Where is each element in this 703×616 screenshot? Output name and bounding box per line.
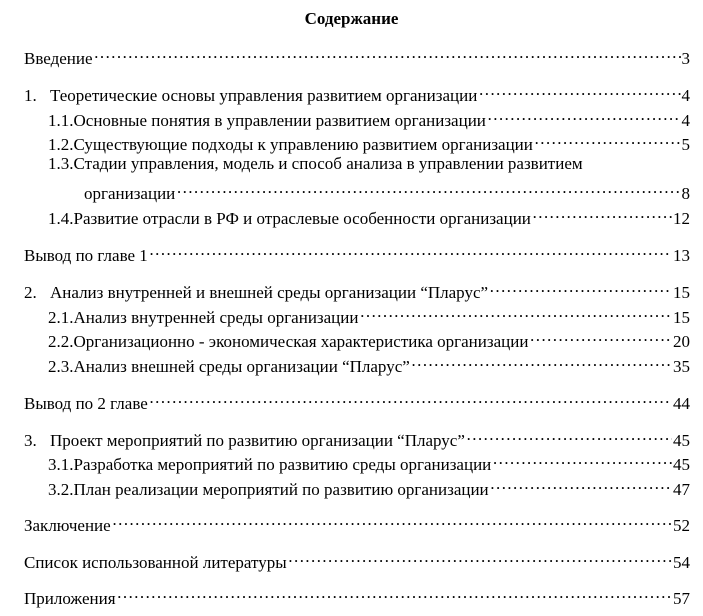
toc-entry-text: Проект мероприятий по развитию организации “Пларус” xyxy=(50,431,465,450)
toc-entry-chapter-3[interactable] xyxy=(24,424,690,450)
toc-page-number: 15 xyxy=(673,283,690,302)
toc-entry-section-3-2[interactable] xyxy=(48,473,690,499)
toc-entry-introduction[interactable] xyxy=(24,42,690,68)
toc-entry-chapter-1[interactable] xyxy=(24,79,690,105)
toc-leader-dots xyxy=(411,350,672,372)
toc-leader-dots xyxy=(359,301,672,323)
toc-entry-number: 1.2. xyxy=(48,135,74,154)
toc-leader-dots xyxy=(94,42,681,64)
toc-page-number: 57 xyxy=(673,589,690,608)
toc-entry-text: Основные понятия в управлении развитием организации xyxy=(73,111,486,130)
toc-entry-appendices[interactable] xyxy=(24,582,690,608)
toc-leader-dots xyxy=(492,448,672,470)
toc-leader-dots xyxy=(176,177,680,199)
toc-entry-text: Список использованной литературы xyxy=(24,553,287,572)
toc-entry-number: 2.1. xyxy=(48,308,74,327)
toc-leader-dots xyxy=(478,79,680,101)
toc-entry-conclusion-chapter-2[interactable] xyxy=(24,387,690,413)
toc-page-number: 12 xyxy=(673,209,690,228)
toc-entry-number: 3. xyxy=(24,431,37,450)
toc-entry-chapter-2[interactable] xyxy=(24,276,690,302)
toc-entry-text: Заключение xyxy=(24,516,111,535)
toc-page-number: 4 xyxy=(681,86,690,105)
toc-entry-section-1-2[interactable] xyxy=(48,128,690,154)
toc-entry-text: Организационно - экономическая характеристика организации xyxy=(73,332,529,351)
toc-page-number: 44 xyxy=(673,394,690,413)
toc-page-number: 52 xyxy=(673,516,690,535)
toc-page-number: 54 xyxy=(673,553,690,572)
toc-entry-section-3-1[interactable] xyxy=(48,448,690,474)
toc-entry-section-1-3[interactable] xyxy=(48,153,690,175)
toc-entry-text: План реализации мероприятий по развитию организации xyxy=(73,480,489,499)
toc-entry-bibliography[interactable] xyxy=(24,546,690,572)
toc-leader-dots xyxy=(532,202,672,224)
toc-entry-section-2-3[interactable] xyxy=(48,350,690,376)
toc-entry-text: Стадии управления, модель и способ анализа в управлении развитием xyxy=(73,154,583,173)
toc-entry-number: 1.3. xyxy=(48,154,74,173)
toc-leader-dots xyxy=(112,509,672,531)
toc-entry-text: Анализ внешней среды организации “Пларус” xyxy=(73,357,410,376)
toc-title: Содержание xyxy=(304,9,399,28)
toc-entry-number: 3.1. xyxy=(48,455,74,474)
toc-entry-number: 2.3. xyxy=(48,357,74,376)
toc-page-number: 13 xyxy=(673,246,690,265)
toc-entry-text: Развитие отрасли в РФ и отраслевые особенности организации xyxy=(73,209,531,228)
toc-entry-section-1-4[interactable] xyxy=(48,202,690,228)
toc-entry-number: 1.1. xyxy=(48,111,74,130)
toc-entry-text: Анализ внутренней среды организации xyxy=(73,308,359,327)
toc-page-number: 4 xyxy=(681,111,690,130)
toc-entry-text: Приложения xyxy=(24,589,116,608)
toc-entry-text: Существующие подходы к управлению развитием организации xyxy=(73,135,533,154)
toc-entry-number: 3.2. xyxy=(48,480,74,499)
toc-leader-dots xyxy=(149,239,672,261)
toc-leader-dots xyxy=(529,325,672,347)
toc-leader-dots xyxy=(487,104,681,126)
toc-entry-text: Разработка мероприятий по развитию среды организации xyxy=(73,455,492,474)
toc-page-number: 3 xyxy=(681,49,690,68)
toc-leader-dots xyxy=(534,128,681,150)
toc-entry-text: Вывод по 2 главе xyxy=(24,394,148,413)
toc-entry-text-continued: организации xyxy=(84,184,176,203)
toc-leader-dots xyxy=(149,387,672,409)
toc-entry-section-1-1[interactable] xyxy=(48,104,690,130)
toc-entry-section-2-2[interactable] xyxy=(48,325,690,351)
toc-entry-conclusion[interactable] xyxy=(24,509,690,535)
toc-entry-number: 2.2. xyxy=(48,332,74,351)
toc-leader-dots xyxy=(489,276,672,298)
toc-leader-dots xyxy=(490,473,672,495)
toc-entry-text: Введение xyxy=(24,49,93,68)
toc-entry-section-1-3-continued[interactable] xyxy=(84,177,690,203)
toc-entry-text: Анализ внутренней и внешней среды организации “Пларус” xyxy=(50,283,489,302)
toc-entry-number: 1.4. xyxy=(48,209,74,228)
toc-page-number: 8 xyxy=(681,184,690,203)
toc-page-number: 15 xyxy=(673,308,690,327)
toc-leader-dots xyxy=(117,582,672,604)
toc-page-number: 45 xyxy=(673,431,690,450)
toc-entry-conclusion-chapter-1[interactable] xyxy=(24,239,690,265)
toc-page-number: 47 xyxy=(673,480,690,499)
toc-page-number: 35 xyxy=(673,357,690,376)
toc-leader-dots xyxy=(466,424,672,446)
toc-page-number: 45 xyxy=(673,455,690,474)
toc-entry-section-2-1[interactable] xyxy=(48,301,690,327)
toc-page-number: 20 xyxy=(673,332,690,351)
toc-entry-text: Вывод по главе 1 xyxy=(24,246,148,265)
toc-entry-text: Теоретические основы управления развитием организации xyxy=(50,86,478,105)
toc-leader-dots xyxy=(288,546,672,568)
toc-entry-number: 1. xyxy=(24,86,37,105)
toc-page-number: 5 xyxy=(681,135,690,154)
toc-entry-number: 2. xyxy=(24,283,37,302)
